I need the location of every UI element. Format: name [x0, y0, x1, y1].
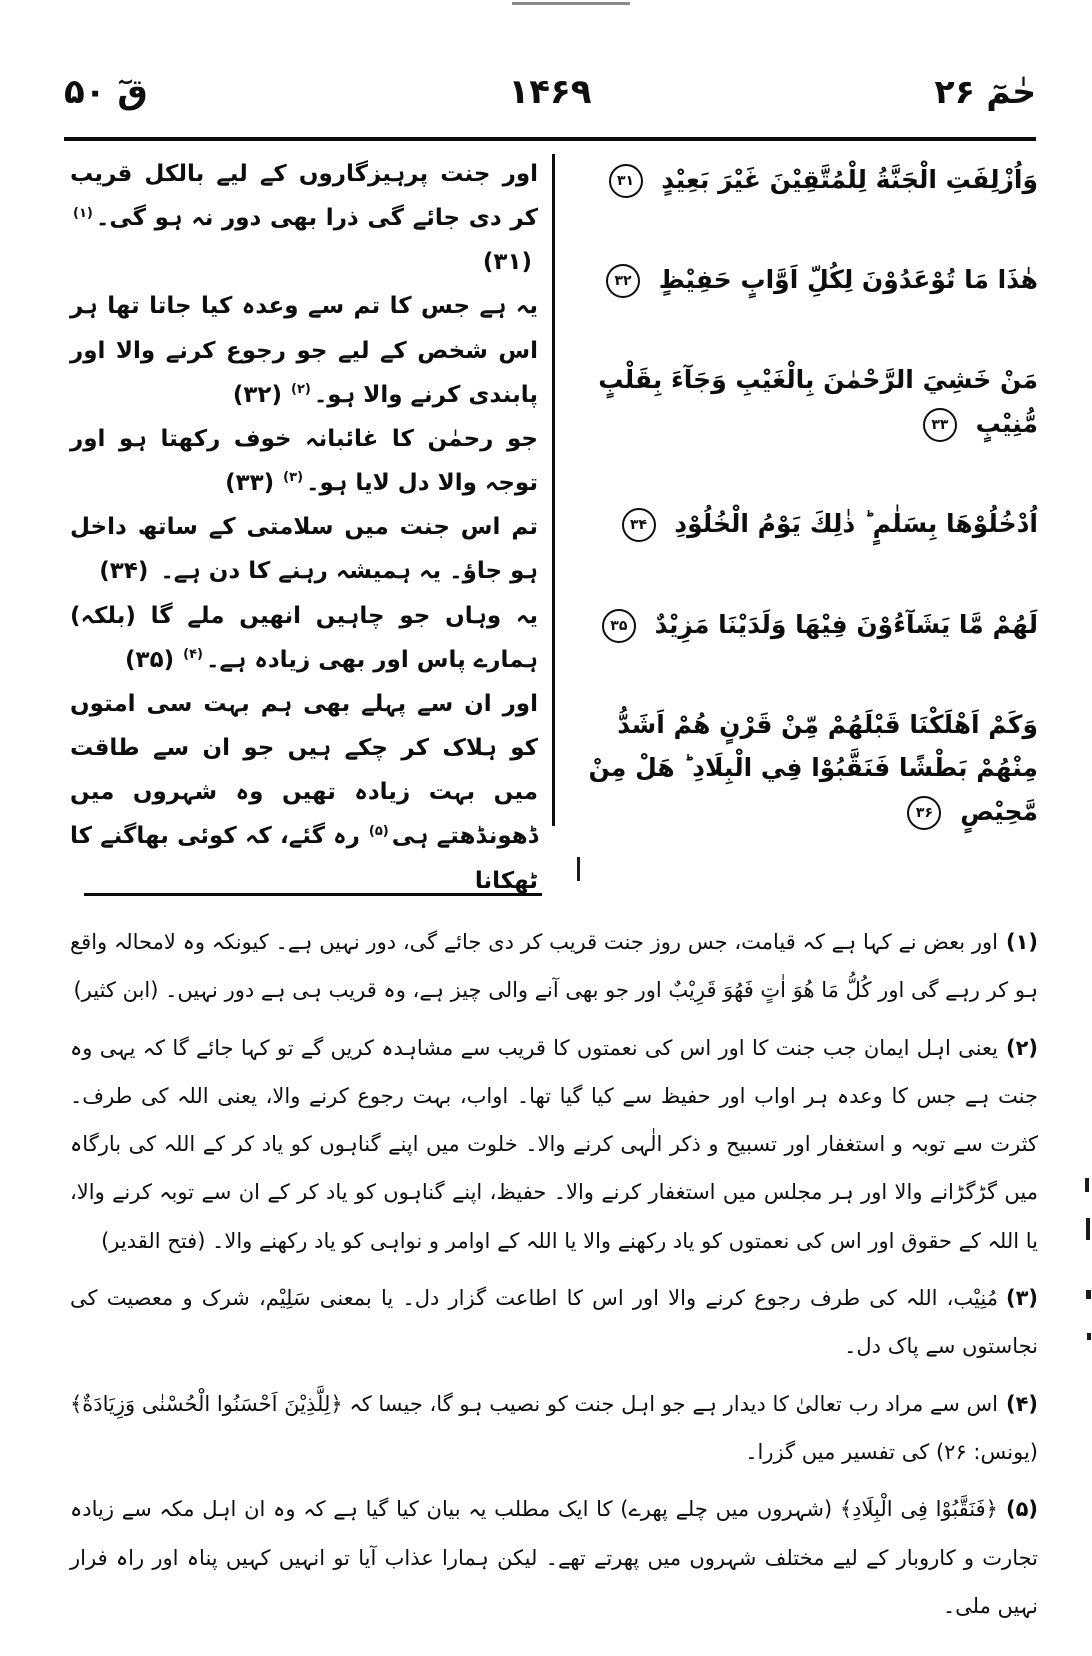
footnote-ref-2: (۲) — [290, 382, 311, 398]
footnote-text: مُنِیْب، اللہ کی طرف رجوع کرنے والا اور اس کا اطاعت گزار دل۔ یا بمعنی سَلِیْم، شرک و معصیت کی نجاستوں سے پاک دل۔ — [70, 1286, 1038, 1359]
urdu-text: جو رحمٰن کا غائبانہ خوف رکھتا ہو اور توجہ والا دل لایا ہو۔ — [70, 425, 538, 497]
urdu-continuation: رہ گئے، کہ کوئی بھاگنے کا ٹھکانا — [70, 823, 538, 894]
urdu-verse-31 — [70, 152, 538, 284]
scan-artifact-edge — [1086, 1218, 1090, 1240]
arabic-verse-31 — [569, 158, 1038, 202]
urdu-verse-number: (۳۳) — [225, 470, 275, 497]
urdu-translation-column — [70, 152, 538, 894]
urdu-text: یہ وہاں جو چاہیں انھیں ملے گا (بلکہ) ہمارے پاس اور بھی زیادہ ہے۔ — [70, 602, 538, 673]
verse-number-badge: ۳۱ — [609, 164, 643, 198]
footnote-number: (۴) — [1005, 1391, 1038, 1416]
urdu-verse-number: (۳۲) — [232, 381, 282, 408]
urdu-verse-32 — [70, 284, 538, 416]
urdu-verse-number: (۳۵) — [125, 646, 175, 673]
juz-marker: حٰمٓ ۲۶ — [934, 72, 1036, 111]
footnote-4 — [70, 1380, 1038, 1477]
arabic-verse-35 — [569, 603, 1038, 647]
urdu-verse-33 — [70, 417, 538, 505]
verse-number-badge: ۳۳ — [923, 408, 957, 442]
scan-artifact-fold-mark — [577, 857, 580, 881]
urdu-verse-34 — [70, 505, 538, 593]
verse-number-badge: ۳۶ — [907, 796, 941, 830]
urdu-verse-35 — [70, 594, 538, 682]
arabic-text: وَكَمْ اَهْلَكْنَا قَبْلَهُمْ مِّنْ قَرْنٍ هُمْ اَشَدُّ مِنْهُمْ بَطْشًا فَنَقَّبُوْا فِي الْبِلَادِ ؕ هَلْ مِنْ مَّحِيْصٍ — [588, 709, 1038, 827]
urdu-text: تم اس جنت میں سلامتی کے ساتھ داخل ہو جاؤ۔ یہ ہمیشہ رہنے کا دن ہے۔ — [70, 514, 538, 585]
scan-artifact-edge — [1085, 1178, 1089, 1192]
verse-number-badge: ۳۵ — [602, 609, 636, 643]
quran-section — [70, 152, 1038, 894]
arabic-text: وَاُزْلِفَتِ الْجَنَّةُ لِلْمُتَّقِيْنَ غَيْرَ بَعِيْدٍ — [661, 165, 1038, 194]
footnote-5 — [70, 1485, 1038, 1630]
footnote-text: یعنی اہل ایمان جب جنت کا اور اس کی نعمتوں کا قریب سے مشاہدہ کریں گے تو کہا جائے گا کہ یہی وہ جنت ہے جس کا وعدہ ہر اواب اور حفیظ سے کیا گیا تھا۔ اواب، بہت رجوع کرنے والا، یعنی اللہ کی طرف۔ کثرت سے توبہ و استغفار اور تسبیح و ذکر الٰہی کرنے والا۔ خلوت میں اپنے گناہوں کو یاد کر کے اللہ کی بارگاہ میں گڑگڑانے والا اور ہر مجلس میں استغفار کرنے والا۔ حفیظ، اپنے گناہوں کو یاد کر کے ان سے توبہ کرنے والا، یا اللہ کے حقوق اور اس کی نعمتوں کو یاد رکھنے والا یا اللہ کے اوامر و نواہی کو یاد رکھنے والا۔ (فتح القدیر) — [70, 1035, 1038, 1253]
footnote-3 — [70, 1274, 1038, 1371]
footnote-ref-3: (۳) — [283, 470, 304, 486]
scan-artifact-edge — [1087, 1333, 1091, 1340]
footnote-number: (۳) — [1005, 1286, 1038, 1311]
verse-number-badge: ۳۴ — [622, 508, 656, 542]
surah-marker: قٓ ۵۰ — [64, 72, 148, 112]
arabic-text: مَنْ خَشِيَ الرَّحْمٰنَ بِالْغَيْبِ وَجَآءَ بِقَلْبٍ مُّنِيْبٍ — [598, 365, 1038, 439]
column-divider — [552, 154, 555, 826]
footnote-ref-5: (۵) — [368, 823, 389, 839]
urdu-verse-36 — [70, 682, 538, 903]
footnote-text: اس سے مراد رب تعالیٰ کا دیدار ہے جو اہل جنت کو نصیب ہو گا، جیسا کہ ﴿لِلَّذِیْنَ اَحْسَنُوا الْحُسْنٰی وَزِیَادَةٌ﴾ (یونس: ۲۶) کی تفسیر میں گزرا۔ — [70, 1391, 1038, 1464]
footnote-ref-4: (۴) — [183, 647, 203, 663]
footnote-number: (۱) — [1005, 930, 1038, 954]
urdu-text: یہ ہے جس کا تم سے وعدہ کیا جاتا تھا ہر اس شخص کے لیے جو رجوع کرنے والا اور پابندی کرنے والا ہو۔ — [70, 293, 538, 408]
page-number: ۱۴۶۹ — [508, 72, 592, 112]
arabic-verse-34 — [569, 502, 1038, 546]
footnotes-section — [70, 918, 1038, 1639]
urdu-verse-number: (۳۱) — [482, 249, 532, 276]
arabic-text: لَهُمْ مَّا يَشَآءُوْنَ فِيْهَا وَلَدَيْنَا مَزِيْدٌ — [654, 609, 1038, 639]
arabic-verse-36 — [569, 703, 1038, 834]
footnote-ref-1: (۱) — [73, 205, 93, 221]
arabic-verses-column — [569, 152, 1038, 834]
scan-artifact-edge — [1086, 1290, 1091, 1299]
arabic-text: هٰذَا مَا تُوْعَدُوْنَ لِكُلِّ اَوَّابٍ حَفِيْظٍ — [658, 265, 1038, 295]
footnote-text: ﴿فَنَقَّبُوْا فِی الْبِلَادِ﴾ (شہروں میں چلے پھرے) کا ایک مطلب یہ بیان کیا گیا ہے کہ وہ ان اہل مکہ سے زیادہ تجارت و کاروبار کے لیے مختلف شہروں میں پھرتے تھے۔ لیکن ہمارا عذاب آیا تو انہیں کہیں پناہ اور راہ فرار نہیں ملی۔ — [70, 1497, 1038, 1618]
arabic-text: اُدْخُلُوْهَا بِسَلٰمٍ ؕ ذٰلِكَ يَوْمُ الْخُلُوْدِ — [674, 509, 1038, 539]
footnote-text: اور بعض نے کہا ہے کہ قیامت، جس روز جنت قریب کر دی جائے گی، دور نہیں ہے۔ کیونکہ وہ لامحالہ واقع ہو کر رہے گی اور كُلُّ مَا هُوَ اٰتٍ فَهُوَ قَرِيْبٌ اور جو بھی آنے والی چیز ہے، وہ قریب ہی ہے دور نہیں۔ (ابن کثیر) — [70, 930, 1038, 1003]
arabic-verse-33 — [569, 358, 1038, 446]
page-header — [64, 72, 1036, 130]
urdu-text: اور ان سے پہلے بھی ہم بہت سی امتوں کو ہلاک کر چکے ہیں جو ان سے طاقت میں بہت زیادہ تھیں وہ شہروں میں ڈھونڈھتے ہی — [70, 690, 538, 850]
verse-number-badge: ۳۲ — [606, 264, 640, 298]
urdu-verse-number: (۳۴) — [99, 558, 149, 585]
urdu-text: اور جنت پرہیزگاروں کے لیے بالکل قریب کر دی جائے گی ذرا بھی دور نہ ہو گی۔ — [70, 161, 538, 232]
header-rule — [64, 137, 1036, 141]
footnote-1 — [70, 918, 1038, 1015]
footnote-separator — [84, 893, 542, 896]
footnote-number: (۵) — [1005, 1497, 1038, 1522]
footnote-2 — [70, 1024, 1038, 1265]
footnote-number: (۲) — [1005, 1035, 1038, 1060]
arabic-verse-32 — [569, 258, 1038, 302]
scan-artifact-top-line — [512, 2, 630, 5]
